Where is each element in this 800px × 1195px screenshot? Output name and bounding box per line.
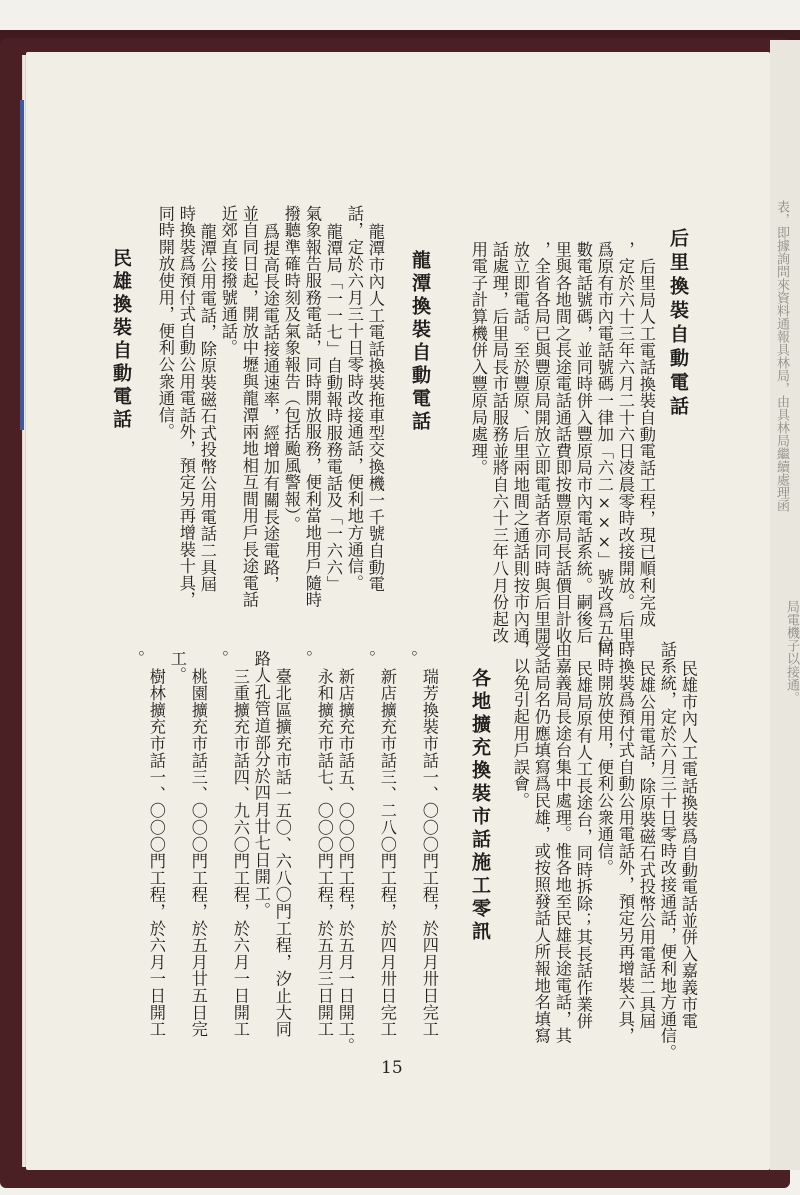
section-line: ，以免引起用戶誤會。 [510, 641, 530, 809]
facing-page [770, 40, 800, 1170]
bookmark-ribbon [20, 100, 24, 430]
section-line: 桃園擴充市話三、〇〇〇門工程，於五月廿五日完 [188, 668, 208, 1038]
section-line: 新店擴充市話五、〇〇〇門工程，於五月一日開工。 [335, 668, 355, 1055]
section-line: 三重擴充市話四、九六〇門工程，於六月一日開工 [230, 668, 250, 1038]
section-line: 爲原有市內電話號碼一律加「六二×××」號改爲五位 [594, 241, 614, 653]
section-line: 后里局人工電話換裝自動電話工程，現已順利完成 [636, 258, 656, 628]
section-line: 。 [125, 650, 145, 667]
section-line: ，定於六十三年六月二十六日凌晨零時改接開放。后里 [615, 241, 635, 645]
section-line: 話系統，定於六月三十日零時改接通話，便利地方通信。 [657, 641, 677, 1061]
section-line: 話處理，后里局長市話服務並將自六十三年八月份起改 [489, 241, 509, 645]
section-line: 龍潭局「一一七」自動報時服務電話及「一六六」 [323, 223, 343, 593]
section-line: 同時開放使用，便利公衆通信。 [155, 205, 175, 441]
section-line: 時換裝爲預付式自動公用電話外，預定另再增裝六具， [615, 641, 635, 1045]
section-line: 用電子計算機併入豐原局處理。 [468, 241, 488, 477]
section-line: 放立即電話。至於豐原、后里兩地間之通話則按市內通 [510, 241, 530, 645]
section-line: 同時開放使用，便利公衆通信。 [594, 641, 614, 877]
section-line: 樹林擴充市話一、〇〇〇門工程，於六月一日開工 [146, 668, 166, 1038]
section-line: 龍潭市內人工電話換裝拖車型交換機一千號自動電 [365, 223, 385, 593]
section-line: 話，定於六月三十日零時改接通話，便利地方通信。 [344, 205, 364, 592]
facing-page-fragment: 局電機子以接通。 [784, 600, 799, 704]
section-title-longtan: 龍潭換裝自動電話 [409, 250, 431, 434]
section-line: 由嘉義局長途台集中處理。惟各地至民雄長途電話，其 [552, 641, 572, 1045]
section-line: 瑞芳換裝市話一、〇〇〇門工程，於四月卅日完工 [419, 668, 439, 1038]
section-line: 路人孔管道部分於四月廿七日開工。 [251, 650, 271, 919]
section-line: 民雄局原有人工長途台，同時拆除；其長話作業併 [573, 660, 593, 1030]
section-line: 臺北區擴充市話一五〇、六八〇門工程，汐止大同 [272, 668, 292, 1038]
section-line: 新店擴充市話三、二八〇門工程，於四月卅日完工 [377, 668, 397, 1038]
section-line: 近郊直接撥號通話。 [218, 205, 238, 357]
section-line: 。 [398, 650, 418, 667]
section-line: 龍潭公用電話，除原裝磁石式投幣公用電話二具屆 [197, 223, 217, 593]
section-line: 撥聽準確時刻及氣象報告（包括颱風警報）。 [281, 205, 301, 533]
section-line: 里與各地間之長途電話通話費即按豐原局長話價目計收 [552, 241, 572, 645]
section-line: 並自同日起，開放中壢與龍潭兩地相互間用戶長途電話 [239, 205, 259, 609]
section-line: 永和擴充市話七、〇〇〇門工程，於五月三日開工 [314, 668, 334, 1038]
section-line: 。 [293, 650, 313, 667]
facing-page-fragment: 表，即據詢問來資料通報具林局，由具林局繼續處理函 [774, 200, 789, 512]
section-title-minxiong: 民雄換裝自動電話 [110, 248, 132, 432]
section-title-houli: 后里換裝自動電話 [667, 228, 689, 420]
section-line: 氣象報告服務電話，同時開放服務，便利當地用戶隨時 [302, 205, 322, 609]
section-line: 數電話號碼，並同時併入豐原局市內電話系統。嗣後后 [573, 241, 593, 645]
section-line: 民雄公用電話，除原裝磁石式投幣公用電話二具屆 [636, 660, 656, 1030]
section-line: 爲提高長途電話接通速率，經增加有關長途電路， [260, 223, 280, 593]
section-line: 民雄市內人工電話換裝爲自動電話並併入嘉義市電 [678, 660, 698, 1030]
section-title-expansion: 各地擴充換裝市話施工零訊 [469, 668, 491, 944]
section-line: 受話局名仍應填寫爲民雄，或按照發話人所報地名填寫 [531, 641, 551, 1045]
section-line: 時換裝爲預付式自動公用電話外，預定另再增裝十具， [176, 205, 196, 609]
section-line: ，全省各局已與豐原局開放立即電話者亦同時與后里開 [531, 241, 551, 645]
section-line: 。 [356, 650, 376, 667]
page-number: 15 [381, 1058, 403, 1078]
section-line: 工。 [167, 650, 187, 684]
section-line: 。 [209, 650, 229, 667]
